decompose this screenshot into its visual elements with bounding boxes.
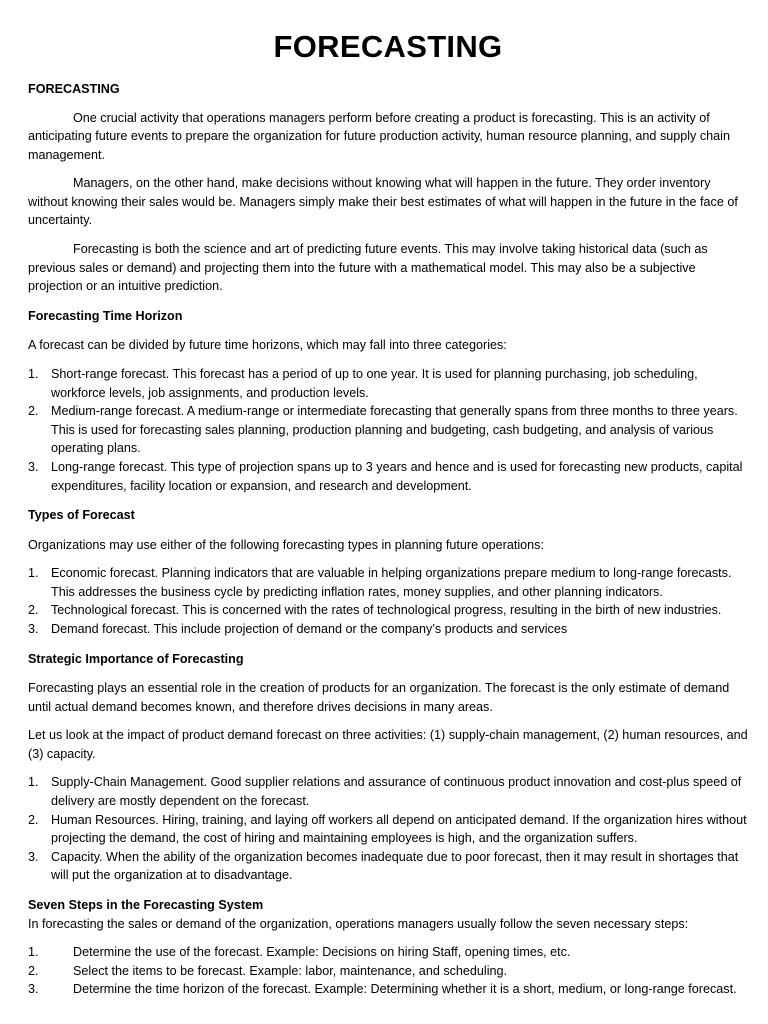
section-heading-forecasting: FORECASTING: [28, 82, 120, 96]
list-item-text: Determine the time horizon of the forecast. Example: Determining whether it is a short, medium, or long-range forecast.: [73, 982, 737, 997]
list-item-text: Demand forecast. This include projection of demand or the company’s products and services: [51, 621, 568, 636]
time-horizon-lead: A forecast can be divided by future time horizons, which may fall into three categories:: [28, 338, 507, 353]
strategic-list: [28, 773, 748, 885]
list-number: 3.: [28, 459, 39, 474]
list-item: [28, 848, 748, 885]
list-item: [28, 365, 748, 402]
list-number: 1.: [28, 945, 39, 960]
list-item-text: Select the items to be forecast. Example: labor, maintenance, and scheduling.: [73, 963, 508, 978]
types-lead: Organizations may use either of the following forecasting types in planning future operations:: [28, 537, 544, 552]
list-item: [28, 980, 748, 999]
list-item-text: Human Resources. Hiring, training, and laying off workers all depend on anticipated demand. If the organization hires without projecting the demand, the cost of hiring and maintaining employees is high, and the organization suffers.: [51, 812, 747, 846]
list-item-text: Medium-range forecast. A medium-range or intermediate forecasting that generally spans from three months to three years. This is used for forecasting sales planning, production planning and budgeting, cash budgeting, and analysis of various operating plans.: [51, 404, 738, 456]
list-item: [28, 458, 748, 495]
strategic-paragraph-2: Let us look at the impact of product demand forecast on three activities: (1) supply-chain management, (2) human resources, and (3) capacity.: [28, 728, 748, 761]
list-number: 3.: [28, 982, 39, 997]
strategic-paragraph-1: Forecasting plays an essential role in the creation of products for an organization. The forecast is the only estimate of demand until actual demand becomes known, and therefore drives decisions in many areas.: [28, 681, 730, 714]
types-list: [28, 564, 748, 638]
list-number: 3.: [28, 621, 39, 636]
list-item: [28, 601, 748, 620]
list-item: [28, 773, 748, 810]
list-item-text: Capacity. When the ability of the organization becomes inadequate due to poor forecast, then it may result in shortages that will put the organization at to disadvantage.: [51, 849, 739, 883]
section-heading-time-horizon: Forecasting Time Horizon: [28, 308, 183, 323]
list-item: [28, 620, 748, 639]
list-item-text: Short-range forecast. This forecast has a period of up to one year. It is used for planning purchasing, job scheduling, workforce levels, job assignments, and production levels.: [51, 366, 698, 400]
list-item-text: Determine the use of the forecast. Example: Decisions on hiring Staff, opening times, etc.: [73, 945, 571, 960]
list-number: 2.: [28, 812, 39, 827]
document-title: FORECASTING: [273, 29, 503, 64]
seven-steps-lead: In forecasting the sales or demand of the organization, operations managers usually follow the seven necessary steps:: [28, 916, 689, 931]
section-heading-strategic: Strategic Importance of Forecasting: [28, 651, 244, 666]
list-item: [28, 811, 748, 848]
list-item: [28, 564, 748, 601]
list-number: 2.: [28, 603, 39, 618]
list-item-text: Supply-Chain Management. Good supplier relations and assurance of continuous product innovation and cost-plus speed of delivery are mostly dependent on the forecast.: [51, 775, 742, 809]
intro-paragraph-3: Forecasting is both the science and art of predicting future events. This may involve taking historical data (such as previous sales or demand) and projecting them into the future with a mathematical model. This may also be a subjective projection or an intuitive prediction.: [28, 242, 708, 294]
section-heading-types: Types of Forecast: [28, 508, 135, 523]
list-number: 2.: [28, 963, 39, 978]
intro-paragraph-1: One crucial activity that operations managers perform before creating a product is forecasting. This is an activity of anticipating future events to prepare the organization for future production activity, human resource planning, and supply chain management.: [28, 110, 730, 162]
section-heading-seven-steps: Seven Steps in the Forecasting System: [28, 898, 264, 912]
list-number: 3.: [28, 849, 39, 864]
list-item-text: Economic forecast. Planning indicators that are valuable in helping organizations prepare medium to long-range forecasts. This addresses the business cycle by predicting inflation rates, money supplies, and other planning indicators.: [51, 566, 732, 599]
list-item-text: Long-range forecast. This type of projection spans up to 3 years and hence and is used for forecasting new products, capital expenditures, facility location or expansion, and research and development.: [51, 459, 743, 493]
time-horizon-list: [28, 365, 748, 495]
list-item: [28, 402, 748, 458]
seven-steps-list: [28, 943, 748, 999]
list-number: 2.: [28, 404, 39, 419]
intro-paragraph-2: Managers, on the other hand, make decisions without knowing what will happen in the future. They order inventory without knowing their sales would be. Managers simply make their best estimates of what will happen in the future in the face of uncertainty.: [28, 176, 738, 228]
list-number: 1.: [28, 366, 39, 381]
list-item: [28, 943, 748, 962]
list-number: 1.: [28, 566, 39, 581]
list-item: [28, 962, 748, 981]
list-item-text: Technological forecast. This is concerned with the rates of technological progress, resulting in the birth of new industries.: [51, 603, 722, 618]
list-number: 1.: [28, 775, 39, 790]
